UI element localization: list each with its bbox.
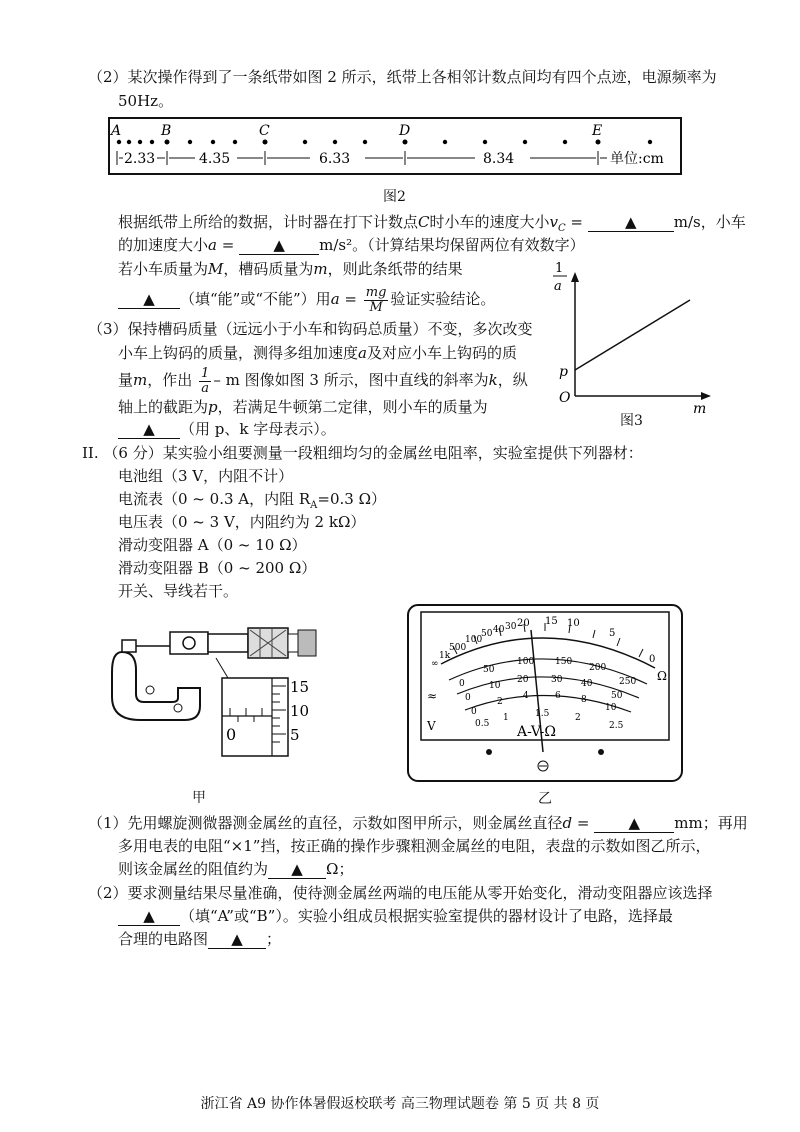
svg-text:1k: 1k <box>439 651 451 661</box>
q2-mass-line: 若小车质量为M，槽码质量为m，则此条纸带的结果 <box>118 260 463 278</box>
equip-rheostat-b: 滑动变阻器 B（0 ~ 200 Ω） <box>118 559 317 577</box>
svg-text:∞: ∞ <box>431 659 439 669</box>
fig-yi-caption: 乙 <box>538 791 552 807</box>
tape-point-D: D <box>399 123 411 139</box>
micrometer-thimble-10: 10 <box>290 702 310 720</box>
multimeter-figure <box>405 602 685 784</box>
svg-text:150: 150 <box>555 657 573 667</box>
svg-text:200: 200 <box>589 663 607 673</box>
svg-text:5: 5 <box>609 628 616 639</box>
fig2-caption: 图2 <box>383 189 406 205</box>
svg-text:0.5: 0.5 <box>475 719 490 729</box>
svg-text:250: 250 <box>619 677 637 687</box>
equip-voltmeter: 电压表（0 ~ 3 V，内阻约为 2 kΩ） <box>118 513 366 531</box>
tape-distance-4: 8.34 <box>483 151 515 167</box>
svg-text:30: 30 <box>551 675 563 685</box>
svg-text:50: 50 <box>481 629 493 639</box>
svg-text:8: 8 <box>581 695 587 705</box>
answer-blank-resistance[interactable]: ▲ <box>268 860 326 879</box>
svg-text:20: 20 <box>517 618 530 629</box>
svg-text:0: 0 <box>649 654 656 665</box>
answer-blank-velocity[interactable]: ▲ <box>588 213 674 232</box>
svg-text:p: p <box>559 364 568 380</box>
q2-accel-line: 的加速度大小a = ▲ m/s²。（计算结果均保留两位有效数字） <box>118 236 585 254</box>
fig3-graph <box>545 258 715 428</box>
tape-point-B: B <box>161 123 172 139</box>
svg-text:6: 6 <box>555 691 561 701</box>
q3-line2: 小车上钩码的质量，测得多组加速度a及对应小车上钩码的质 <box>118 344 517 362</box>
svg-text:Ω: Ω <box>657 669 667 683</box>
svg-text:V: V <box>427 719 436 733</box>
svg-text:100: 100 <box>465 635 483 645</box>
svg-text:2.5: 2.5 <box>609 721 624 731</box>
q-II2-line1: （2）要求测量结果尽量准确，使待测金属丝两端的电压能从零开始变化，滑动变阻器应该选择 <box>88 884 713 902</box>
tape-distance-1: 2.33 <box>124 151 156 167</box>
q-II2-line2: ▲ （填“A”或“B”）。实验小组成员根据实验室提供的器材设计了电路，选择最 <box>118 905 673 927</box>
svg-text:4: 4 <box>523 691 529 701</box>
micrometer-thimble-15: 15 <box>290 678 310 696</box>
svg-text:2: 2 <box>575 713 581 723</box>
tape-point-C: C <box>259 123 270 139</box>
micrometer-figure <box>100 612 330 762</box>
svg-text:10: 10 <box>567 618 580 629</box>
answer-blank-can[interactable]: ▲ <box>118 290 180 309</box>
svg-text:0: 0 <box>459 679 465 689</box>
tape-dots <box>117 140 652 145</box>
equip-ammeter: 电流表（0 ~ 0.3 A，内阻 $R_A=0.3$ Ω） <box>118 490 387 511</box>
svg-text:a: a <box>554 279 562 294</box>
svg-text:30: 30 <box>505 622 517 632</box>
meter-label: A-V-Ω <box>517 724 556 740</box>
page-footer: 浙江省 A9 协作体暑假返校联考 高三物理试题卷 第 5 页 共 8 页 <box>200 1096 600 1112</box>
svg-text:50: 50 <box>483 665 495 675</box>
svg-text:≈: ≈ <box>427 689 438 703</box>
svg-text:50: 50 <box>611 691 623 701</box>
fig3-line <box>575 300 690 370</box>
answer-blank-mass[interactable]: ▲ <box>118 420 180 439</box>
q3-line3: 量m，作出 $\frac{1}{a}$ – m 图像如图 3 所示，图中直线的斜率为k，纵 <box>118 365 528 396</box>
answer-blank-circuit[interactable]: ▲ <box>208 930 266 949</box>
svg-text:2: 2 <box>497 697 503 707</box>
q3-line4: 轴上的截距为p，若满足牛顿第二定律，则小车的质量为 <box>118 398 488 416</box>
q-II2-line3: 合理的电路图 ▲ ； <box>118 930 282 948</box>
svg-text:10: 10 <box>605 703 617 713</box>
equip-switch: 开关、导线若干。 <box>118 582 239 600</box>
q-II1-line2: 多用电表的电阻“×1”挡，按正确的操作步骤粗测金属丝的电阻，表盘的示数如图乙所示， <box>118 837 711 855</box>
q2-line1: （2）某次操作得到了一条纸带如图 2 所示，纸带上各相邻计数点间均有四个点迹，电源频率为 <box>88 68 717 86</box>
q2-velocity-line: 根据纸带上所给的数据，计时器在打下计数点C时小车的速度大小$v_C$ = ▲ m/s，小车 <box>118 213 746 234</box>
svg-text:40: 40 <box>581 679 593 689</box>
svg-text:100: 100 <box>517 657 535 667</box>
svg-text:500: 500 <box>449 643 467 653</box>
svg-text:0: 0 <box>465 693 471 703</box>
fig3-caption: 图3 <box>620 413 643 429</box>
paper-tape-figure <box>105 115 685 185</box>
q2-line2: 50Hz。 <box>118 92 174 110</box>
q-II1-line1: （1）先用螺旋测微器测金属丝的直径，示数如图甲所示，则金属丝直径d = ▲ mm；再用 <box>88 814 748 832</box>
tape-distance-2: 4.35 <box>199 151 231 167</box>
svg-text:15: 15 <box>545 616 558 627</box>
answer-blank-rheostat[interactable]: ▲ <box>118 907 180 926</box>
svg-text:m: m <box>693 401 707 417</box>
micrometer-main-0: 0 <box>226 725 237 744</box>
section2-title: II. （6 分）某实验小组要测量一段粗细均匀的金属丝电阻率，实验室提供下列器材： <box>82 444 643 462</box>
q-II1-line3: 则该金属丝的阻值约为 ▲ Ω； <box>118 860 354 878</box>
svg-text:40: 40 <box>493 625 505 635</box>
q3-line1: （3）保持槽码质量（远远小于小车和钩码总质量）不变，多次改变 <box>88 320 533 338</box>
equip-battery: 电池组（3 V，内阻不计） <box>118 467 294 485</box>
svg-text:0: 0 <box>471 707 477 717</box>
tape-unit: 单位:cm <box>610 151 664 167</box>
svg-text:1: 1 <box>555 261 564 276</box>
svg-text:20: 20 <box>517 675 529 685</box>
fig-jia-caption: 甲 <box>192 790 206 806</box>
tape-point-E: E <box>592 123 603 139</box>
tape-point-A: A <box>111 123 122 139</box>
equip-rheostat-a: 滑动变阻器 A（0 ~ 10 Ω） <box>118 536 307 554</box>
answer-blank-diameter[interactable]: ▲ <box>594 814 674 833</box>
micrometer-thimble-5: 5 <box>290 726 300 744</box>
svg-text:O: O <box>559 390 571 406</box>
svg-text:1: 1 <box>503 713 509 723</box>
tape-distance-3: 6.33 <box>319 151 351 167</box>
svg-text:10: 10 <box>489 681 501 691</box>
q3-line5: ▲ （用 p、k 字母表示）。 <box>118 418 336 440</box>
q2-conclusion-line: ▲ （填“能”或“不能”）用a = $\frac{mg}{M}$ 验证实验结论。 <box>118 284 495 315</box>
answer-blank-accel[interactable]: ▲ <box>239 236 319 255</box>
svg-text:1.5: 1.5 <box>535 709 550 719</box>
